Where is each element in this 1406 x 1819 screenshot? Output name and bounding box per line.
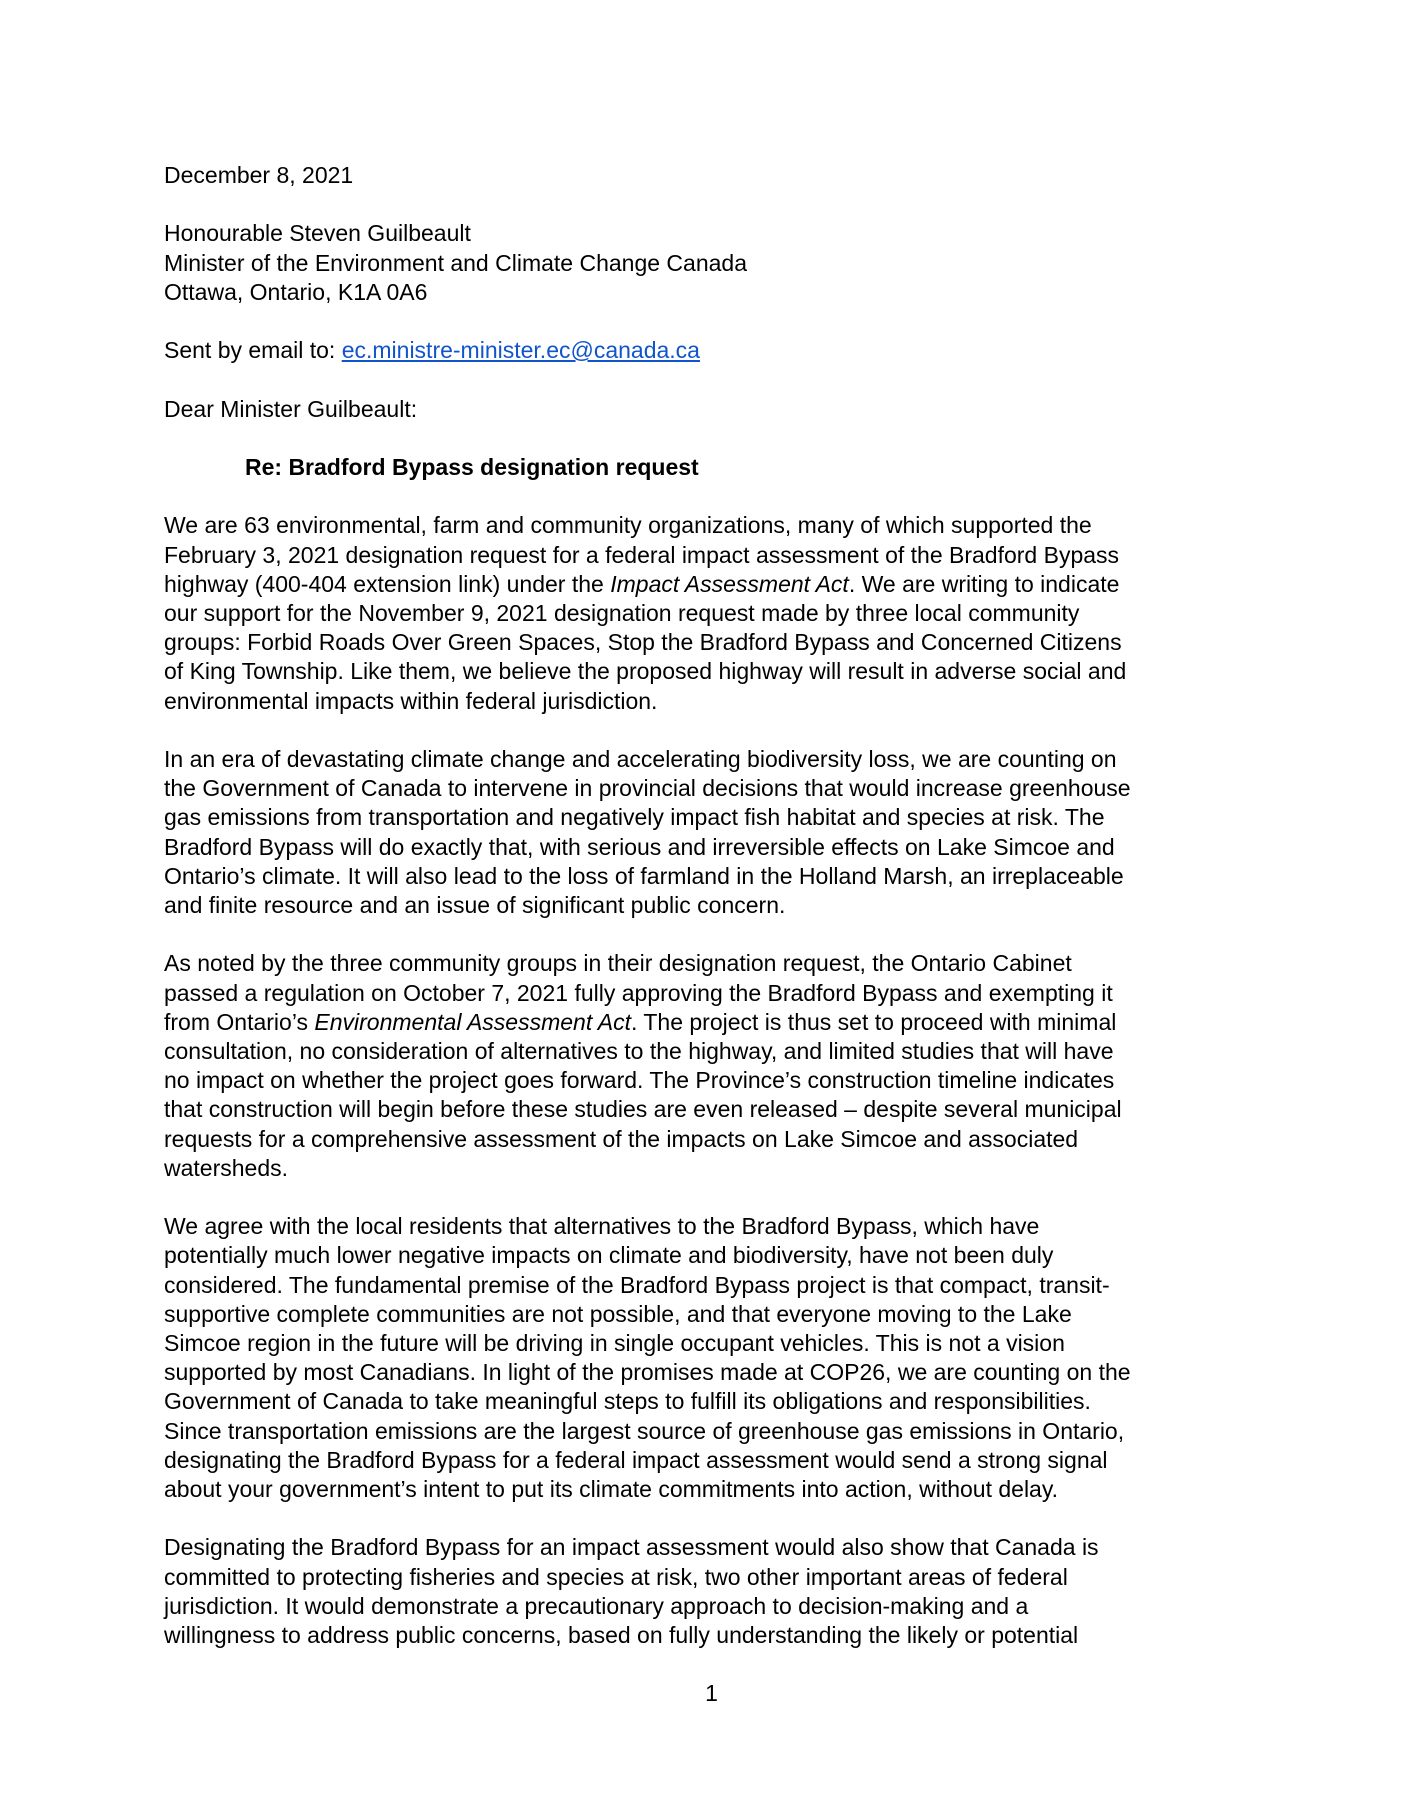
text-line: We agree with the local residents that alternatives to the Bradford Bypass, which have [164, 1213, 1040, 1240]
text-line: Designating the Bradford Bypass for an impact assessment would also show that Canada is [164, 1534, 1099, 1561]
text-line: Government of Canada to take meaningful steps to fulfill its obligations and responsibilities. [164, 1388, 1091, 1415]
text-line: our support for the November 9, 2021 designation request made by three local community [164, 599, 1080, 626]
text-line: and finite resource and an issue of significant public concern. [164, 891, 786, 918]
text-line: designating the Bradford Bypass for a federal impact assessment would send a strong signal [164, 1446, 1108, 1473]
sent-by-line [164, 336, 1259, 365]
text-line: highway (400-404 extension link) under the Impact Assessment Act. We are writing to indicate [164, 570, 1120, 597]
text-line: committed to protecting fisheries and species at risk, two other important areas of federal [164, 1563, 1068, 1590]
text-line: potentially much lower negative impacts on climate and biodiversity, have not been duly [164, 1242, 1054, 1269]
text-line: In an era of devastating climate change and accelerating biodiversity loss, we are counting on [164, 745, 1117, 772]
email-link[interactable]: ec.ministre-minister.ec@canada.ca [341, 337, 700, 364]
text-line: Since transportation emissions are the largest source of greenhouse gas emissions in Ontario, [164, 1417, 1125, 1444]
text-line: passed a regulation on October 7, 2021 fully approving the Bradford Bypass and exempting it [164, 979, 1113, 1006]
text-line: consultation, no consideration of alternatives to the highway, and limited studies that will have [164, 1037, 1114, 1064]
text-line: Bradford Bypass will do exactly that, with serious and irreversible effects on Lake Simcoe and [164, 833, 1115, 860]
sent-by-label: Sent by email to: [164, 337, 342, 364]
text-line: Simcoe region in the future will be driving in single occupant vehicles. This is not a vision [164, 1330, 1065, 1356]
salutation: Dear Minister Guilbeault: [164, 395, 418, 422]
act-title-italic: Environmental Assessment Act [314, 1008, 631, 1035]
text-line: gas emissions from transportation and negatively impact fish habitat and species at risk. The [164, 804, 1105, 831]
page-number: 1 [705, 1680, 718, 1707]
text-line: watersheds. [164, 1154, 289, 1181]
text-line: supported by most Canadians. In light of the promises made at COP26, we are counting on the [164, 1359, 1131, 1386]
text-line: the Government of Canada to intervene in provincial decisions that would increase greenhouse [164, 775, 1131, 802]
text-line: supportive complete communities are not possible, and that everyone moving to the Lake [164, 1300, 1072, 1327]
text-line: As noted by the three community groups in their designation request, the Ontario Cabinet [164, 950, 1072, 977]
text-line: February 3, 2021 designation request for a federal impact assessment of the Bradford Bypass [164, 541, 1120, 568]
text-line: considered. The fundamental premise of the Bradford Bypass project is that compact, transit- [164, 1271, 1110, 1298]
paragraph-3 [164, 949, 1259, 1183]
recipient-name: Honourable Steven Guilbeault [164, 220, 471, 247]
paragraph-1 [164, 511, 1259, 715]
text-line: of King Township. Like them, we believe the proposed highway will result in adverse social and [164, 658, 1127, 685]
paragraph-5 [164, 1533, 1259, 1650]
paragraph-2 [164, 745, 1259, 920]
text-line: jurisdiction. It would demonstrate a precautionary approach to decision-making and a [164, 1592, 1029, 1619]
text-line: about your government’s intent to put its climate commitments into action, without delay. [164, 1476, 1059, 1503]
subject-line: Re: Bradford Bypass designation request [245, 453, 699, 480]
recipient-title: Minister of the Environment and Climate Change Canada [164, 249, 747, 276]
text-line: environmental impacts within federal jurisdiction. [164, 687, 658, 714]
text-line: We are 63 environmental, farm and community organizations, many of which supported the [164, 512, 1092, 539]
text-line: willingness to address public concerns, based on fully understanding the likely or potential [164, 1622, 1079, 1649]
text-line: no impact on whether the project goes forward. The Province’s construction timeline indicates [164, 1067, 1115, 1094]
act-title-italic: Impact Assessment Act [610, 570, 849, 597]
text-line: that construction will begin before these studies are even released – despite several municipal [164, 1096, 1122, 1123]
letter-date: December 8, 2021 [164, 162, 354, 188]
text-line: Ontario’s climate. It will also lead to the loss of farmland in the Holland Marsh, an irreplaceable [164, 862, 1124, 889]
recipient-block [164, 219, 1259, 307]
text-line: requests for a comprehensive assessment of the impacts on Lake Simcoe and associated [164, 1125, 1079, 1152]
recipient-address: Ottawa, Ontario, K1A 0A6 [164, 278, 428, 305]
text-line: from Ontario’s Environmental Assessment Act. The project is thus set to proceed with minimal [164, 1008, 1117, 1035]
paragraph-4 [164, 1212, 1259, 1504]
text-line: groups: Forbid Roads Over Green Spaces, Stop the Bradford Bypass and Concerned Citizens [164, 629, 1122, 656]
